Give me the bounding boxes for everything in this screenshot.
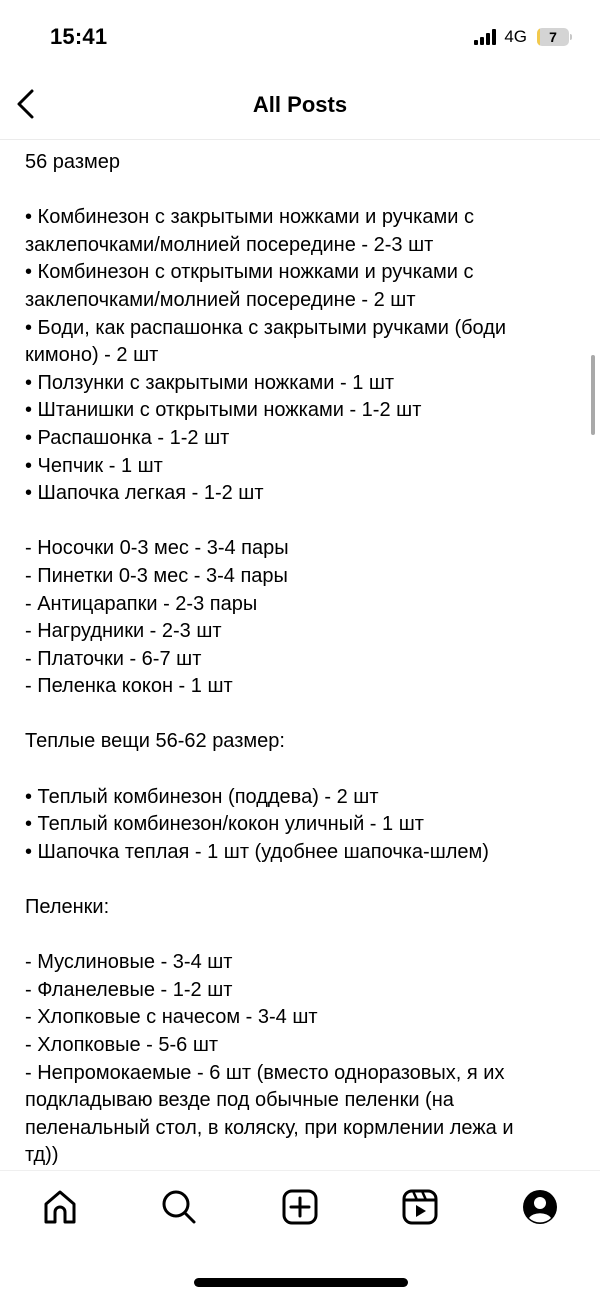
page-title: All Posts	[252, 92, 348, 117]
caption-line: - Нагрудники - 2-3 шт	[25, 620, 222, 643]
caption-line: • Теплый комбинезон (поддева) - 2 шт	[25, 785, 379, 808]
caption-line: • Шапочка легкая - 1-2 шт	[25, 482, 264, 505]
caption-line: - Хлопковые с начесом - 3-4 шт	[25, 1006, 318, 1029]
tab-profile[interactable]	[518, 1185, 562, 1229]
caption-line: • Распашонка - 1-2 шт	[25, 426, 230, 449]
caption-line: • Шапочка теплая - 1 шт (удобнее шапочка-шлем)	[25, 840, 489, 863]
profile-icon	[521, 1188, 559, 1226]
caption-line: • Комбинезон с закрытыми ножками и ручками с	[25, 206, 474, 229]
status-bar	[0, 0, 600, 72]
caption-line: - Муслиновые - 3-4 шт	[25, 951, 233, 974]
caption-line: кимоно) - 2 шт	[25, 344, 159, 367]
caption-line: тд))	[25, 1144, 59, 1167]
blank-line	[25, 177, 585, 205]
blank-line	[25, 866, 585, 894]
caption-line: - Непромокаемые - 6 шт (вместо одноразовых, я их	[25, 1061, 505, 1084]
tab-reels[interactable]	[398, 1185, 442, 1229]
caption-line: подкладываю везде под обычные пеленки (на	[25, 1089, 454, 1112]
caption-line: пеленальный стол, в коляску, при кормлении лежа и	[25, 1116, 514, 1139]
caption-line: - Фланелевые - 1-2 шт	[25, 978, 233, 1001]
tab-bar	[0, 1170, 600, 1297]
caption-line: - Хлопковые - 5-6 шт	[25, 1034, 219, 1056]
reels-icon	[402, 1189, 438, 1225]
scrollbar[interactable]	[591, 355, 595, 435]
home-indicator[interactable]	[194, 1278, 408, 1287]
status-time: 15:41	[50, 24, 108, 49]
post-caption	[25, 149, 585, 1170]
battery-icon	[537, 28, 572, 46]
blank-line	[25, 756, 585, 784]
caption-line: заклепочками/молнией посередине - 2-3 шт	[25, 233, 434, 256]
post-content	[0, 141, 600, 1170]
tab-home[interactable]	[38, 1185, 82, 1229]
caption-line: • Ползунки с закрытыми ножками - 1 шт	[25, 371, 395, 394]
cellular-signal-icon	[474, 29, 496, 45]
nav-header	[0, 72, 600, 140]
status-indicators	[474, 27, 572, 47]
battery-percent: 7	[549, 29, 557, 45]
home-icon	[41, 1188, 79, 1226]
caption-line: - Пеленка кокон - 1 шт	[25, 675, 233, 698]
caption-line: 56 размер	[25, 151, 120, 173]
caption-line: • Штанишки с открытыми ножками - 1-2 шт	[25, 399, 422, 422]
caption-line: - Антицарапки - 2-3 пары	[25, 592, 258, 615]
blank-line	[25, 508, 585, 536]
blank-line	[25, 922, 585, 950]
plus-square-icon	[282, 1189, 318, 1225]
caption-line: • Боди, как распашонка с закрытыми ручками (боди	[25, 316, 507, 339]
caption-line: • Теплый комбинезон/кокон уличный - 1 шт	[25, 813, 424, 836]
network-type: 4G	[504, 27, 527, 46]
blank-line	[25, 701, 585, 729]
caption-line: Теплые вещи 56-62 размер:	[25, 730, 285, 753]
battery-level-fill	[537, 28, 540, 46]
caption-line: заклепочками/молнией посередине - 2 шт	[25, 288, 416, 311]
tab-create[interactable]	[278, 1185, 322, 1229]
tab-search[interactable]	[157, 1185, 201, 1229]
caption-line: - Пинетки 0-3 мес - 3-4 пары	[25, 564, 288, 587]
search-icon	[160, 1188, 198, 1226]
caption-line: Пеленки:	[25, 896, 110, 919]
caption-line: • Чепчик - 1 шт	[25, 454, 163, 477]
caption-line: - Платочки - 6-7 шт	[25, 647, 202, 670]
caption-line: - Носочки 0-3 мес - 3-4 пары	[25, 537, 289, 560]
caption-line: • Комбинезон с открытыми ножками и ручками с	[25, 261, 474, 284]
